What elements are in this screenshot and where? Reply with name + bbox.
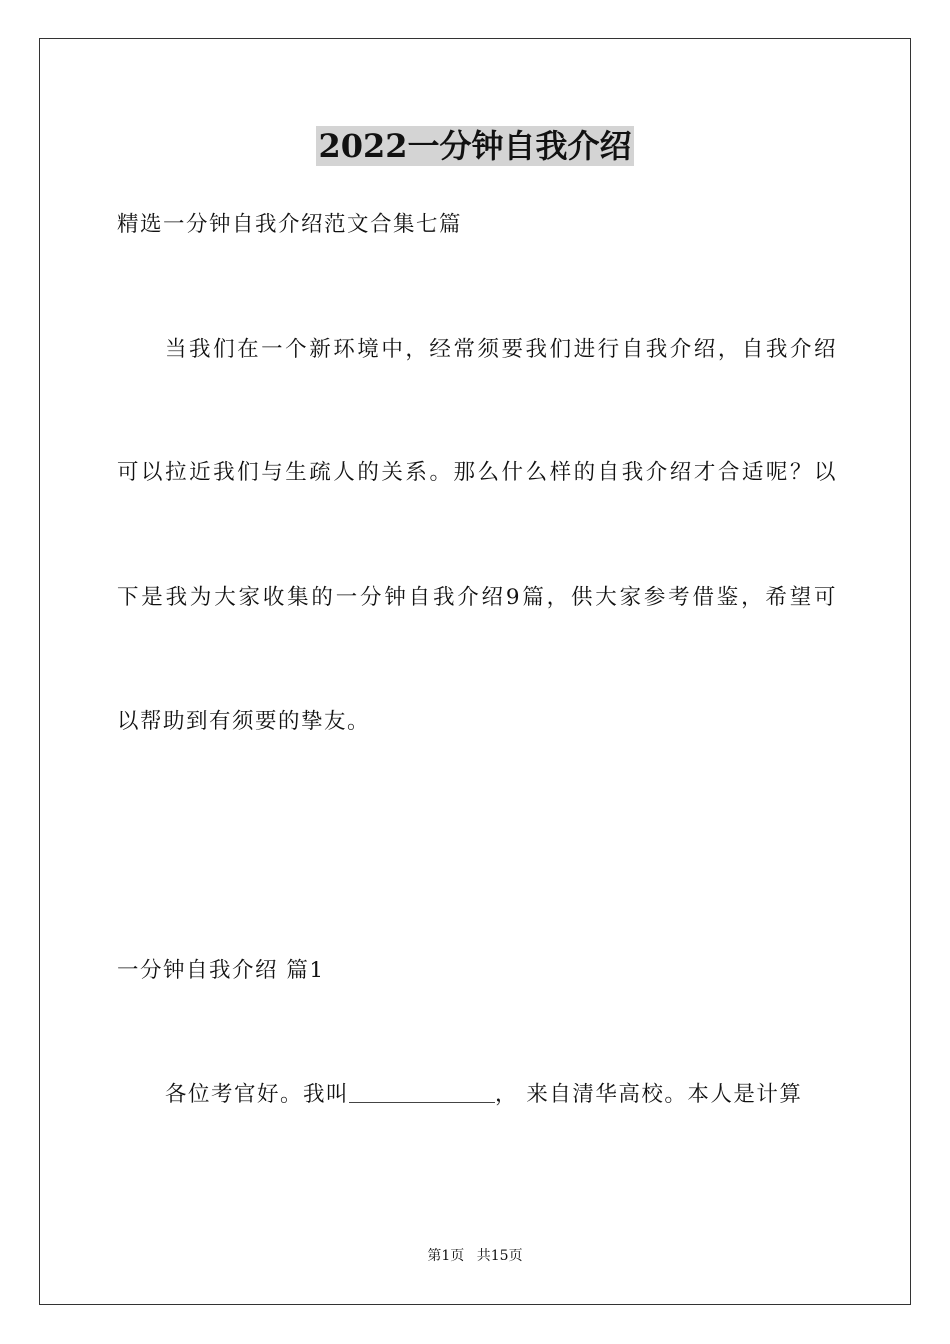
name-blank bbox=[349, 1080, 495, 1103]
intro-line-4: 以帮助到有须要的挚友。 bbox=[117, 709, 371, 734]
body-line-suffix: ， 来自清华高校。本人是计算 bbox=[495, 1082, 803, 1107]
intro-line-1: 当我们在一个新环境中，经常须要我们进行自我介绍，自我介绍 bbox=[165, 337, 837, 362]
section-heading: 一分钟自我介绍 篇1 bbox=[117, 958, 325, 983]
intro-line-2: 可以拉近我们与生疏人的关系。那么什么样的自我介绍才合适呢？以 bbox=[117, 460, 837, 485]
document-subtitle: 精选一分钟自我介绍范文合集七篇 bbox=[117, 212, 463, 237]
title-container bbox=[0, 126, 950, 166]
page-total: 共15页 bbox=[476, 1248, 523, 1264]
document-title: 2022一分钟自我介绍 bbox=[318, 127, 632, 165]
body-line-prefix: 各位考官好。我叫 bbox=[165, 1082, 350, 1107]
body-line-1 bbox=[165, 1080, 837, 1110]
page-current: 第1页 bbox=[427, 1248, 465, 1264]
page-footer bbox=[0, 1247, 950, 1265]
intro-line-3: 下是我为大家收集的一分钟自我介绍9篇，供大家参考借鉴，希望可 bbox=[117, 585, 837, 610]
